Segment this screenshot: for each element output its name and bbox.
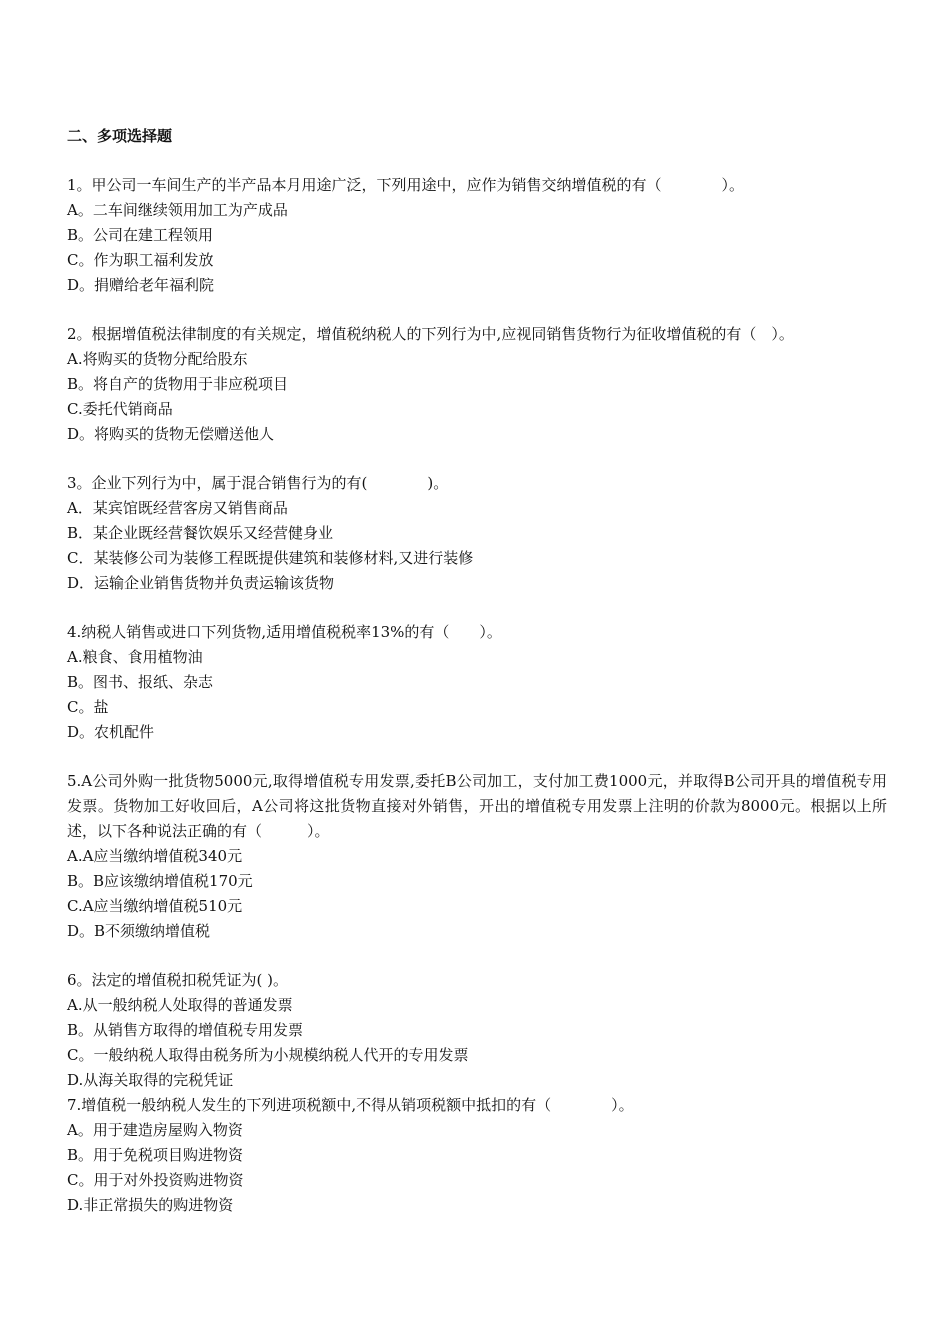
document-page xyxy=(67,124,887,1242)
option-c: C.委托代销商品 xyxy=(67,400,173,418)
option-d: D。捐赠给老年福利院 xyxy=(67,276,215,294)
option-c: C.A应当缴纳增值税510元 xyxy=(67,897,243,915)
option-c: C。盐 xyxy=(67,698,109,716)
option-a: A.A应当缴纳增值税340元 xyxy=(67,847,243,865)
question-stem: 4.纳税人销售或进口下列货物,适用增值税税率13%的有（ ）。 xyxy=(67,623,502,641)
option-a: A．某宾馆既经营客房又销售商品 xyxy=(67,499,288,517)
option-b: B。将自产的货物用于非应税项目 xyxy=(67,375,289,393)
option-b: B。用于免税项目购进物资 xyxy=(67,1146,244,1164)
option-a: A.粮食、食用植物油 xyxy=(67,648,203,666)
option-d: D.从海关取得的完税凭证 xyxy=(67,1071,234,1089)
question-stem: 3。企业下列行为中，属于混合销售行为的有( )。 xyxy=(67,474,449,492)
option-d: D。B不须缴纳增值税 xyxy=(67,922,211,940)
question-stem: 1。甲公司一车间生产的半产品本月用途广泛，下列用途中，应作为销售交纳增值税的有（ ）。 xyxy=(67,176,745,194)
option-c: C．某装修公司为装修工程既提供建筑和装修材料,又进行装修 xyxy=(67,549,474,567)
question-6 xyxy=(67,968,887,1093)
option-d: D．运输企业销售货物并负责运输该货物 xyxy=(67,574,335,592)
question-5 xyxy=(67,769,887,944)
question-2 xyxy=(67,322,887,447)
option-c: C。一般纳税人取得由税务所为小规模纳税人代开的专用发票 xyxy=(67,1046,469,1064)
question-stem: 7.增值税一般纳税人发生的下列进项税额中,不得从销项税额中抵扣的有（ ）。 xyxy=(67,1096,634,1114)
option-a: A。二车间继续领用加工为产成品 xyxy=(67,201,288,219)
option-b: B。图书、报纸、杂志 xyxy=(67,673,214,691)
option-a: A.从一般纳税人处取得的普通发票 xyxy=(67,996,293,1014)
option-b: B。从销售方取得的增值税专用发票 xyxy=(67,1021,304,1039)
question-7 xyxy=(67,1093,887,1218)
option-c: C。作为职工福利发放 xyxy=(67,251,214,269)
question-stem: 5.A公司外购一批货物5000元,取得增值税专用发票,委托B公司加工，支付加工费1000元，并取得B公司开具的增值税专用发票。货物加工好收回后，A公司将这批货物直接对外销售，开出的增值税专用发票上注明的价款为8000元。根据以上所述，以下各种说法正确的有（ ）。 xyxy=(67,772,887,840)
option-b: B。公司在建工程领用 xyxy=(67,226,214,244)
option-d: D.非正常损失的购进物资 xyxy=(67,1196,234,1214)
question-4 xyxy=(67,620,887,745)
option-d: D。将购买的货物无偿赠送他人 xyxy=(67,425,275,443)
section-title: 二、多项选择题 xyxy=(67,127,173,145)
option-b: B。B应该缴纳增值税170元 xyxy=(67,872,253,890)
option-a: A。用于建造房屋购入物资 xyxy=(67,1121,243,1139)
option-d: D。农机配件 xyxy=(67,723,155,741)
question-stem: 2。根据增值税法律制度的有关规定，增值税纳税人的下列行为中,应视同销售货物行为征收增值税的有（ ）。 xyxy=(67,325,794,343)
question-stem: 6。法定的增值税扣税凭证为( )。 xyxy=(67,971,289,989)
question-3 xyxy=(67,471,887,596)
question-1 xyxy=(67,173,887,298)
option-b: B．某企业既经营餐饮娱乐又经营健身业 xyxy=(67,524,334,542)
option-c: C。用于对外投资购进物资 xyxy=(67,1171,244,1189)
option-a: A.将购买的货物分配给股东 xyxy=(67,350,248,368)
